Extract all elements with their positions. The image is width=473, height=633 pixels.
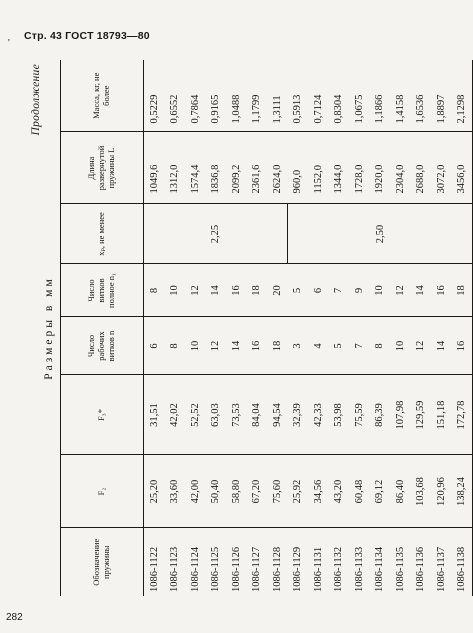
cell-f2: 58,80 bbox=[226, 455, 247, 528]
cell-mass: 1,4158 bbox=[390, 60, 411, 132]
table-row bbox=[185, 60, 206, 596]
cell-f2: 34,56 bbox=[308, 455, 329, 528]
cell-length: 2361,6 bbox=[247, 132, 268, 204]
col-header-working-turns: Число рабочих витков n bbox=[61, 317, 144, 375]
cell-working-turns: 10 bbox=[390, 317, 411, 375]
cell-f3: 52,52 bbox=[185, 375, 206, 455]
cell-full-turns: 9 bbox=[349, 264, 370, 317]
cell-mass: 1,0675 bbox=[349, 60, 370, 132]
cell-f2: 33,60 bbox=[165, 455, 186, 528]
cell-f2: 67,20 bbox=[247, 455, 268, 528]
page-number: 282 bbox=[6, 612, 23, 623]
cell-f3: 42,33 bbox=[308, 375, 329, 455]
col-header-length: Длина развернутой пружины L bbox=[61, 132, 144, 204]
cell-f3: 107,98 bbox=[390, 375, 411, 455]
col-header-designation: Обозначение пружины bbox=[61, 528, 144, 596]
col-header-xp: xₚ, не менее bbox=[61, 204, 144, 264]
cell-length: 1574,4 bbox=[185, 132, 206, 204]
cell-working-turns: 5 bbox=[329, 317, 350, 375]
table-body bbox=[144, 60, 473, 596]
cell-designation: 1086-1136 bbox=[415, 546, 427, 592]
cell-working-turns: 8 bbox=[370, 317, 391, 375]
cell-f2: 60,48 bbox=[349, 455, 370, 528]
cell-f3: 31,51 bbox=[144, 375, 165, 455]
cell-f2: 25,92 bbox=[288, 455, 309, 528]
cell-f2: 103,68 bbox=[411, 455, 432, 528]
cell-designation: 1086-1124 bbox=[189, 546, 201, 592]
cell-length: 960,0 bbox=[288, 132, 309, 204]
cell-mass: 1,0488 bbox=[226, 60, 247, 132]
cell-designation: 1086-1123 bbox=[169, 546, 181, 592]
table-row bbox=[329, 60, 350, 596]
cell-mass: 0,6552 bbox=[165, 60, 186, 132]
cell-f3: 94,54 bbox=[267, 375, 288, 455]
cell-f3: 73,53 bbox=[226, 375, 247, 455]
cell-length: 3072,0 bbox=[431, 132, 452, 204]
cell-working-turns: 14 bbox=[226, 317, 247, 375]
cell-mass: 0,5913 bbox=[288, 60, 309, 132]
cell-working-turns: 7 bbox=[349, 317, 370, 375]
table-row bbox=[165, 60, 186, 596]
cell-designation: 1086-1127 bbox=[251, 546, 263, 592]
cell-working-turns: 8 bbox=[165, 317, 186, 375]
dimensions-caption: Размеры в мм bbox=[43, 276, 55, 380]
cell-designation: 1086-1122 bbox=[148, 546, 160, 592]
cell-mass: 1,1866 bbox=[370, 60, 391, 132]
cell-f3: 75,59 bbox=[349, 375, 370, 455]
table-header-row bbox=[61, 60, 144, 596]
cell-working-turns: 10 bbox=[185, 317, 206, 375]
cell-length: 1920,0 bbox=[370, 132, 391, 204]
cell-length: 1728,0 bbox=[349, 132, 370, 204]
cell-designation: 1086-1132 bbox=[333, 546, 345, 592]
cell-full-turns: 12 bbox=[390, 264, 411, 317]
cell-mass: 0,7124 bbox=[308, 60, 329, 132]
cell-f2: 120,96 bbox=[431, 455, 452, 528]
cell-mass: 0,8304 bbox=[329, 60, 350, 132]
table-row bbox=[390, 60, 411, 596]
cell-designation: 1086-1125 bbox=[210, 546, 222, 592]
table-row bbox=[267, 60, 288, 596]
cell-f2: 42,00 bbox=[185, 455, 206, 528]
cell-mass: 0,5229 bbox=[144, 60, 165, 132]
table-row bbox=[349, 60, 370, 596]
cell-full-turns: 18 bbox=[452, 264, 473, 317]
cell-mass: 1,3111 bbox=[267, 60, 288, 132]
cell-working-turns: 14 bbox=[431, 317, 452, 375]
cell-designation: 1086-1137 bbox=[435, 546, 447, 592]
cell-full-turns: 10 bbox=[370, 264, 391, 317]
cell-f3: 42,02 bbox=[165, 375, 186, 455]
cell-working-turns: 12 bbox=[411, 317, 432, 375]
table-row bbox=[206, 60, 227, 596]
cell-length: 3456,0 bbox=[452, 132, 473, 204]
cell-f3: 129,59 bbox=[411, 375, 432, 455]
table-row bbox=[247, 60, 268, 596]
cell-full-turns: 18 bbox=[247, 264, 268, 317]
cell-length: 1836,8 bbox=[206, 132, 227, 204]
col-header-f3: F₃* bbox=[61, 375, 144, 455]
page-header: Стр. 43 ГОСТ 18793—80 bbox=[24, 30, 150, 42]
cell-length: 1049,6 bbox=[144, 132, 165, 204]
cell-designation: 1086-1126 bbox=[230, 546, 242, 592]
cell-f2: 50,40 bbox=[206, 455, 227, 528]
cell-length: 1312,0 bbox=[165, 132, 186, 204]
cell-mass: 0,9165 bbox=[206, 60, 227, 132]
cell-full-turns: 6 bbox=[308, 264, 329, 317]
table-row bbox=[370, 60, 391, 596]
rotated-table-block bbox=[30, 60, 468, 596]
cell-mass: 1,8897 bbox=[431, 60, 452, 132]
cell-length: 1344,0 bbox=[329, 132, 350, 204]
col-header-full-turns: Число витков полное n₁ bbox=[61, 264, 144, 317]
margin-mark: ' bbox=[8, 38, 10, 49]
cell-length: 2099,2 bbox=[226, 132, 247, 204]
cell-working-turns: 18 bbox=[267, 317, 288, 375]
cell-full-turns: 8 bbox=[144, 264, 165, 317]
cell-full-turns: 10 bbox=[165, 264, 186, 317]
cell-f3: 172,78 bbox=[452, 375, 473, 455]
cell-length: 1152,0 bbox=[308, 132, 329, 204]
col-header-f2: F₂ bbox=[61, 455, 144, 528]
table-row bbox=[452, 60, 473, 596]
cell-full-turns: 16 bbox=[431, 264, 452, 317]
cell-designation: 1086-1138 bbox=[456, 546, 468, 592]
table-row bbox=[144, 60, 165, 596]
cell-length: 2688,0 bbox=[411, 132, 432, 204]
cell-mass: 0,7864 bbox=[185, 60, 206, 132]
cell-mass: 2,1298 bbox=[452, 60, 473, 132]
cell-length: 2624,0 bbox=[267, 132, 288, 204]
cell-working-turns: 4 bbox=[308, 317, 329, 375]
cell-designation: 1086-1128 bbox=[271, 546, 283, 592]
cell-f3: 32,39 bbox=[288, 375, 309, 455]
cell-working-turns: 3 bbox=[288, 317, 309, 375]
cell-working-turns: 16 bbox=[247, 317, 268, 375]
cell-f2: 75,60 bbox=[267, 455, 288, 528]
cell-full-turns: 12 bbox=[185, 264, 206, 317]
cell-working-turns: 16 bbox=[452, 317, 473, 375]
cell-mass: 1,6536 bbox=[411, 60, 432, 132]
table-row bbox=[308, 60, 329, 596]
cell-f3: 84,04 bbox=[247, 375, 268, 455]
cell-f3: 63,03 bbox=[206, 375, 227, 455]
table-row bbox=[288, 60, 309, 596]
cell-working-turns: 12 bbox=[206, 317, 227, 375]
continued-label: Продолжение bbox=[30, 64, 42, 136]
col-header-mass: Масса, кг, не более bbox=[61, 60, 144, 132]
cell-designation: 1086-1135 bbox=[394, 546, 406, 592]
table-row bbox=[411, 60, 432, 596]
cell-f3: 86,39 bbox=[370, 375, 391, 455]
table-row bbox=[431, 60, 452, 596]
table-row bbox=[226, 60, 247, 596]
cell-full-turns: 5 bbox=[288, 264, 309, 317]
cell-designation: 1086-1129 bbox=[292, 546, 304, 592]
spring-spec-table bbox=[60, 60, 473, 596]
cell-f2: 25,20 bbox=[144, 455, 165, 528]
cell-mass: 1,1799 bbox=[247, 60, 268, 132]
cell-f2: 69,12 bbox=[370, 455, 391, 528]
cell-f2: 43,20 bbox=[329, 455, 350, 528]
cell-f2: 86,40 bbox=[390, 455, 411, 528]
cell-working-turns: 6 bbox=[144, 317, 165, 375]
cell-full-turns: 14 bbox=[206, 264, 227, 317]
cell-length: 2304,0 bbox=[390, 132, 411, 204]
cell-designation: 1086-1133 bbox=[353, 546, 365, 592]
cell-designation: 1086-1134 bbox=[374, 546, 386, 592]
cell-full-turns: 16 bbox=[226, 264, 247, 317]
cell-xp: 2,25 bbox=[144, 204, 288, 264]
cell-f3: 53,98 bbox=[329, 375, 350, 455]
cell-f3: 151,18 bbox=[431, 375, 452, 455]
cell-designation: 1086-1131 bbox=[312, 546, 324, 592]
cell-full-turns: 20 bbox=[267, 264, 288, 317]
cell-full-turns: 14 bbox=[411, 264, 432, 317]
cell-xp: 2,50 bbox=[288, 204, 473, 264]
cell-full-turns: 7 bbox=[329, 264, 350, 317]
cell-f2: 138,24 bbox=[452, 455, 473, 528]
